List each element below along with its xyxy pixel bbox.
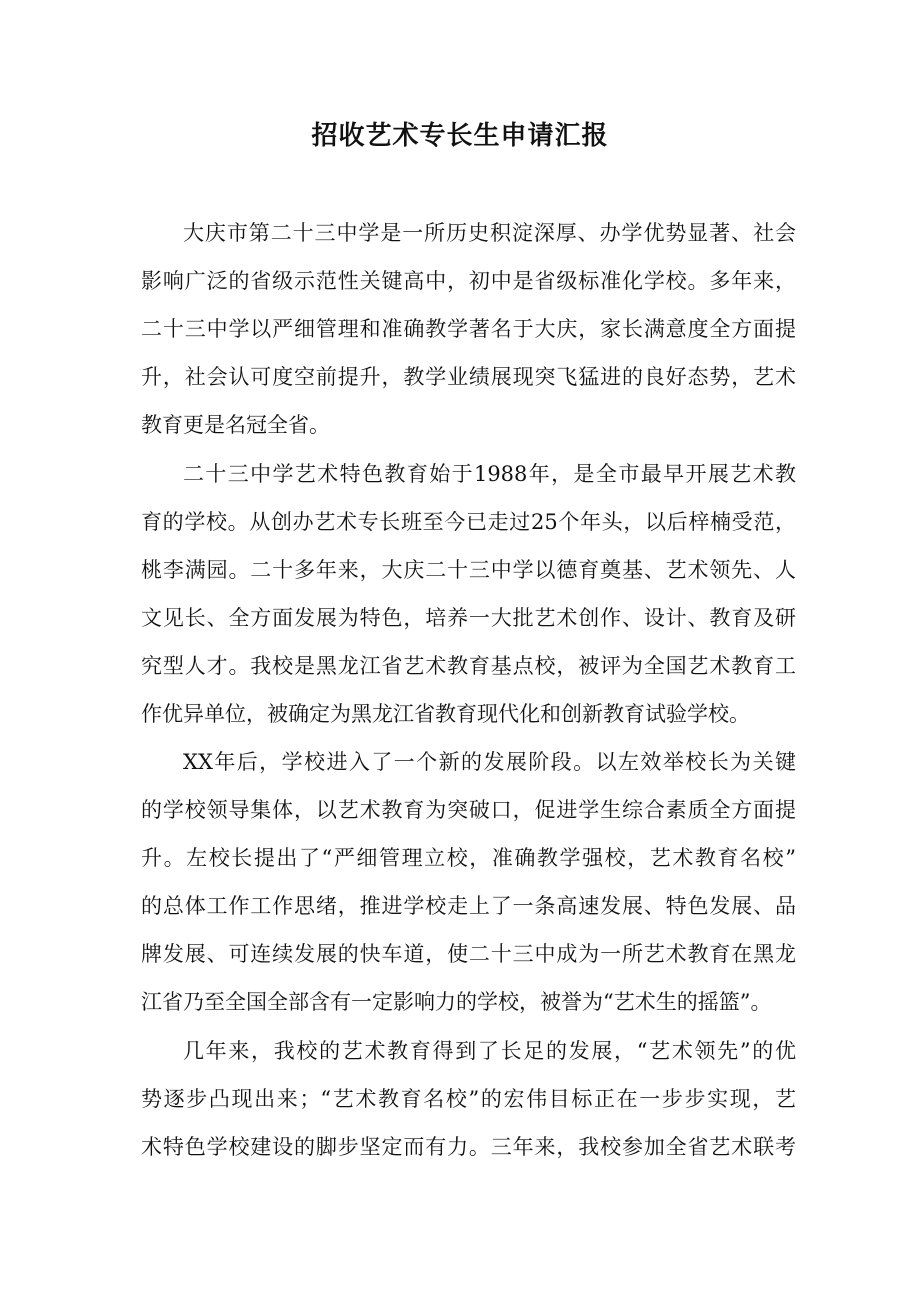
document-title: 招收艺术专长生申请汇报 [311, 121, 609, 151]
paragraph-2-line-5: 究型人才。我校是黑龙江省艺术教育基点校，被评为全国艺术教育工 [141, 654, 796, 678]
paragraph-4-line-3: 术特色学校建设的脚步坚定而有力。三年来，我校参加全省艺术联考 [141, 1135, 796, 1159]
paragraph-3-line-6: 江省乃至全国全部含有一定影响力的学校，被誉为“艺术生的摇篮”。 [141, 990, 772, 1014]
paragraph-2-line-2: 育的学校。从创办艺术专长班至今已走过25个年头，以后梓楠受范， [141, 510, 796, 534]
paragraph-1-line-1: 大庆市第二十三中学是一所历史积淀深厚、办学优势显著、社会 [183, 221, 796, 245]
paragraph-2-line-6: 作优异单位，被确定为黑龙江省教育现代化和创新教育试验学校。 [141, 702, 750, 726]
paragraph-4-line-1: 几年来，我校的艺术教育得到了长足的发展，“艺术领先”的优 [183, 1039, 796, 1063]
paragraph-1-line-3: 二十三中学以严细管理和准确教学著名于大庆，家长满意度全方面提 [141, 317, 796, 341]
paragraph-3-line-4: 的总体工作工作思绪，推进学校走上了一条高速发展、特色发展、品 [141, 894, 796, 918]
paragraph-1-line-4: 升，社会认可度空前提升，教学业绩展现突飞猛进的良好态势，艺术 [141, 365, 796, 389]
paragraph-2-line-4: 文见长、全方面发展为特色，培养一大批艺术创作、设计、教育及研 [141, 606, 796, 630]
paragraph-3-line-3: 升。左校长提出了“严细管理立校，准确教学强校，艺术教育名校” [141, 846, 796, 870]
paragraph-2-line-3: 桃李满园。二十多年来，大庆二十三中学以德育奠基、艺术领先、人 [141, 558, 796, 582]
paragraph-1-line-5: 教育更是名冠全省。 [141, 413, 330, 437]
paragraph-4-line-2: 势逐步凸现出来；“艺术教育名校”的宏伟目标正在一步步实现，艺 [141, 1087, 796, 1111]
paragraph-3-line-5: 牌发展、可连续发展的快车道，使二十三中成为一所艺术教育在黑龙 [141, 942, 796, 966]
paragraph-3-line-2: 的学校领导集体，以艺术教育为突破口，促进学生综合素质全方面提 [141, 798, 796, 822]
paragraph-1-line-2: 影响广泛的省级示范性关键高中，初中是省级标准化学校。多年来， [141, 269, 796, 293]
paragraph-2-line-1: 二十三中学艺术特色教育始于1988年，是全市最早开展艺术教 [183, 462, 796, 486]
paragraph-3-line-1: XX年后，学校进入了一个新的发展阶段。以左效举校长为关键 [183, 750, 796, 774]
